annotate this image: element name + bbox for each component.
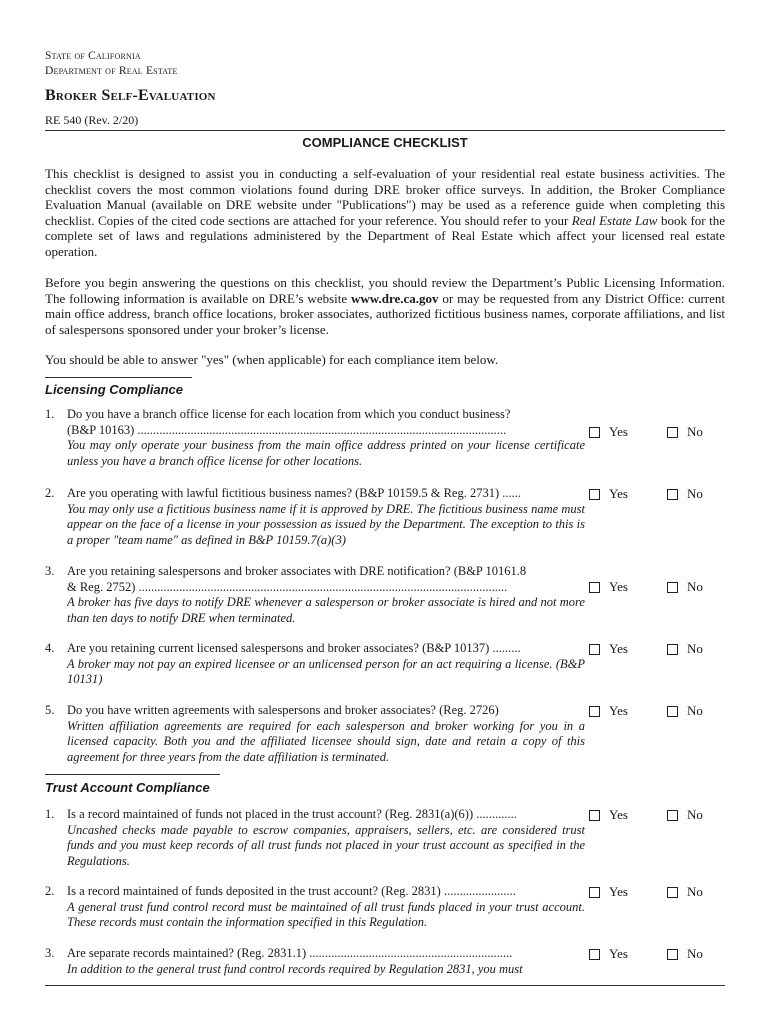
yes-checkbox[interactable] <box>589 424 628 440</box>
no-checkbox[interactable] <box>667 703 703 719</box>
intro-p2-text: Before you begin answering the questions on this checklist, you should review the Department’s Public Licensing Information. The following information is available on DRE’s website <box>45 275 725 306</box>
checklist-item <box>45 486 585 548</box>
section-title-trust-account: Trust Account Compliance <box>45 780 210 795</box>
item-number: 1. <box>45 807 55 821</box>
checkbox-icon[interactable] <box>589 810 600 821</box>
agency-state: State of California <box>45 50 141 62</box>
no-checkbox[interactable] <box>667 946 703 962</box>
item-question: Are you retaining salespersons and broker associates with DRE notification? (B&P 10161.8 <box>67 564 527 578</box>
yes-label: Yes <box>609 807 628 822</box>
item-question: Do you have a branch office license for each location from which you conduct business? <box>67 407 511 421</box>
section-title-licensing: Licensing Compliance <box>45 382 183 397</box>
intro-p1-italic: Real Estate Law <box>571 212 658 228</box>
yes-checkbox[interactable] <box>589 946 628 962</box>
dre-website-link[interactable]: www.dre.ca.gov <box>351 290 439 306</box>
yes-label: Yes <box>609 703 628 718</box>
checklist-item <box>45 407 585 469</box>
item-number: 3. <box>45 946 55 960</box>
checkbox-icon[interactable] <box>667 887 678 898</box>
item-number: 4. <box>45 641 55 655</box>
checkbox-icon[interactable] <box>667 810 678 821</box>
page-bottom-rule <box>45 985 725 986</box>
agency-department: Department of Real Estate <box>45 65 178 77</box>
yes-checkbox[interactable] <box>589 807 628 823</box>
item-note: You may only operate your business from the main office address printed on your license certificate unless you have a branch office license for other locations. <box>67 438 585 468</box>
checkbox-icon[interactable] <box>589 887 600 898</box>
no-label: No <box>687 424 703 439</box>
yes-checkbox[interactable] <box>589 486 628 502</box>
intro-paragraph-2 <box>45 275 725 337</box>
item-question: Is a record maintained of funds deposited in the trust account? (Reg. 2831) ....................... <box>67 884 516 898</box>
checkbox-icon[interactable] <box>667 949 678 960</box>
section-heading: COMPLIANCE CHECKLIST <box>302 135 468 150</box>
checklist-item <box>45 641 585 688</box>
no-checkbox[interactable] <box>667 424 703 440</box>
no-label: No <box>687 884 703 899</box>
item-number: 2. <box>45 486 55 500</box>
item-note: Written affiliation agreements are required for each salesperson and broker working for you in a licensed capacity. Both you and the affiliated licensee should sign, date and retain a copy of this agreement for three years from the date affiliation is terminated. <box>67 718 585 764</box>
item-note: A broker has five days to notify DRE whenever a salesperson or broker associate is hired and not more than ten days to notify DRE when terminated. <box>67 595 585 625</box>
checkbox-icon[interactable] <box>589 427 600 438</box>
checkbox-icon[interactable] <box>589 582 600 593</box>
item-question: Are you operating with lawful fictitious business names? (B&P 10159.5 & Reg. 2731) ...... <box>67 486 521 500</box>
item-question: Do you have written agreements with salespersons and broker associates? (Reg. 2726) <box>67 703 499 717</box>
item-number: 5. <box>45 703 55 717</box>
item-number: 1. <box>45 407 55 421</box>
checklist-item <box>45 884 585 931</box>
yes-checkbox[interactable] <box>589 579 628 595</box>
item-note: Uncashed checks made payable to escrow companies, appraisers, sellers, etc. are considered trust funds and you must keep records of all trust funds not placed in your trust account as specified in the Regulations. <box>67 822 585 868</box>
item-note: You may only use a fictitious business name if it is approved by DRE. The fictitious business name must appear on the face of a license in your possession as issued by the Department. The exception to this is a proper "team name" as defined in B&P 10159.7(a)(3) <box>67 501 585 547</box>
item-number: 2. <box>45 884 55 898</box>
checkbox-icon[interactable] <box>589 706 600 717</box>
checkbox-icon[interactable] <box>589 644 600 655</box>
no-label: No <box>687 641 703 656</box>
item-question: Are you retaining current licensed salespersons and broker associates? (B&P 10137) ......... <box>67 641 521 655</box>
item-reference: & Reg. 2752) ...................................................................................................................... <box>67 579 508 594</box>
item-note: In addition to the general trust fund control records required by Regulation 2831, you must <box>67 961 523 976</box>
checkbox-icon[interactable] <box>589 949 600 960</box>
checkbox-icon[interactable] <box>667 427 678 438</box>
yes-checkbox[interactable] <box>589 641 628 657</box>
item-reference: (B&P 10163) ...................................................................................................................... <box>67 422 507 437</box>
yes-label: Yes <box>609 424 628 439</box>
form-number: RE 540 (Rev. 2/20) <box>45 113 139 127</box>
item-note: A general trust fund control record must be maintained of all trust funds placed in your trust account. These records must contain the information specified in this Regulation. <box>67 899 585 930</box>
no-checkbox[interactable] <box>667 486 703 502</box>
item-question: Is a record maintained of funds not placed in the trust account? (Reg. 2831(a)(6)) ............. <box>67 807 517 821</box>
intro-p2-end: or may be requested from any District Office: current main office address, branch office locations, broker associates, authorized fictitious business names, corporate affiliations, and list of salespersons sponsored under your broker’s license. <box>45 290 726 337</box>
item-question: Are separate records maintained? (Reg. 2831.1) ................................................................. <box>67 946 513 960</box>
section-rule <box>45 377 192 378</box>
checklist-item <box>45 703 585 765</box>
no-label: No <box>687 486 703 501</box>
intro-p1-end: book for the complete set of laws and regulations administered by the Department of Real Estate which affect your licensed real estate operation. <box>45 212 725 259</box>
checkbox-icon[interactable] <box>667 706 678 717</box>
no-checkbox[interactable] <box>667 884 703 900</box>
checkbox-icon[interactable] <box>667 489 678 500</box>
form-title: Broker Self-Evaluation <box>45 87 216 104</box>
checkbox-icon[interactable] <box>667 582 678 593</box>
yes-label: Yes <box>609 884 628 899</box>
checklist-item <box>45 564 585 626</box>
no-label: No <box>687 579 703 594</box>
yes-label: Yes <box>609 946 628 961</box>
yes-label: Yes <box>609 579 628 594</box>
intro-p1-text: This checklist is designed to assist you in conducting a self-evaluation of your residential real estate business activities. The checklist covers the most common violations found during DRE broker office surveys. In addition, the Broker Compliance Evaluation Manual (available on DRE website under "Publications") may be used as a reference guide when completing this checklist. Copies of the cited code sections are attached for your reference. You should refer to your <box>45 166 725 228</box>
no-checkbox[interactable] <box>667 807 703 823</box>
yes-checkbox[interactable] <box>589 884 628 900</box>
yes-label: Yes <box>609 486 628 501</box>
yes-checkbox[interactable] <box>589 703 628 719</box>
no-checkbox[interactable] <box>667 579 703 595</box>
no-checkbox[interactable] <box>667 641 703 657</box>
yes-label: Yes <box>609 641 628 656</box>
section-rule <box>45 774 220 775</box>
checklist-item <box>45 946 585 977</box>
no-label: No <box>687 946 703 961</box>
no-label: No <box>687 807 703 822</box>
checklist-item <box>45 807 585 869</box>
header-divider <box>45 130 725 131</box>
no-label: No <box>687 703 703 718</box>
item-number: 3. <box>45 564 55 578</box>
checkbox-icon[interactable] <box>589 489 600 500</box>
item-note: A broker may not pay an expired licensee or an unlicensed person for an act requiring a license. (B&P 10131) <box>67 656 585 687</box>
intro-paragraph-1 <box>45 166 725 260</box>
intro-paragraph-3: You should be able to answer "yes" (when applicable) for each compliance item below. <box>45 352 499 367</box>
checkbox-icon[interactable] <box>667 644 678 655</box>
